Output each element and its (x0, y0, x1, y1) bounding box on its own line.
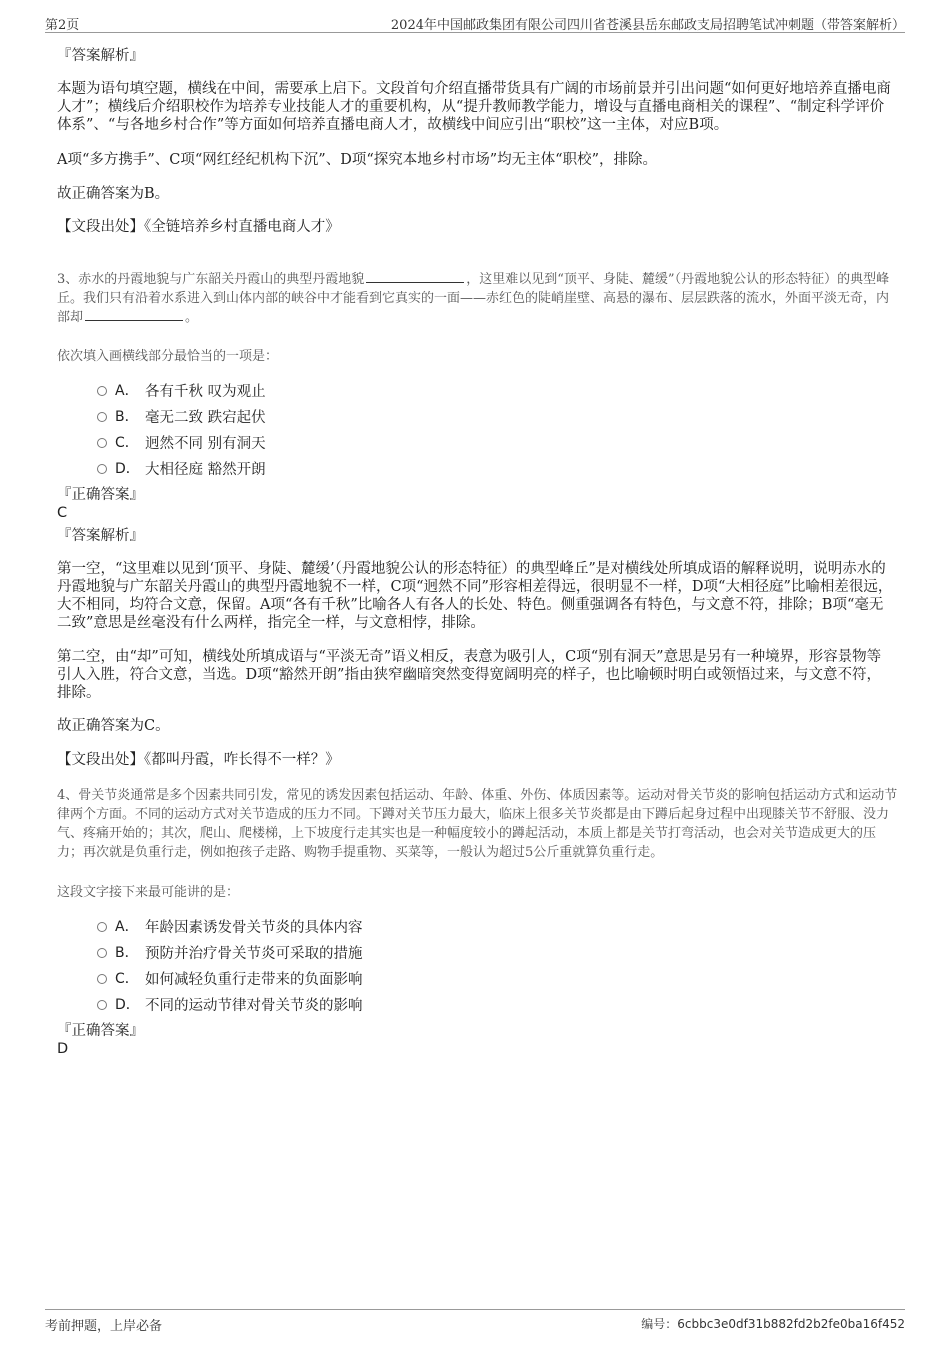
radio-button[interactable] (97, 464, 107, 474)
document-code: 编号：6cbbc3e0df31b882fd2b2fe0ba16f452 (641, 1317, 905, 1331)
analysis-paragraph: 第二空，由“却”可知，横线处所填成语与“平淡无奇”语义相反，表意为吸引人，C项“别有洞天”意思是另有一种境界，形容景物等引人入胜，符合文意，当选。D项“豁然开朗”指由狭窄幽暗突然变得宽阔明亮的样子，也比喻顿时明白或领悟过来，与文意不符，排除。 (57, 649, 882, 701)
radio-button[interactable] (97, 412, 107, 422)
analysis-paragraph: 第一空，“这里难以见到‘顶平、身陡、麓缓’（丹霞地貌公认的形态特征）的典型峰丘”是对横线处所填成语的解释说明，说明赤水的丹霞地貌与广东韶关丹霞山的典型丹霞地貌不一样，C项“迥然不同”形容相差得远，很明显不一样，D项“大相径庭”比喻相差很远，大不相同，均符合文意，保留。A项“各有千秋”比喻各人有各人的长处、特色。侧重强调各有特色，与文意不符，排除；B项“毫无二致”意思是丝毫没有什么两样，指完全一样，与文意相悖，排除。 (57, 561, 893, 631)
footer-slogan: 考前押题，上岸必备 (45, 1319, 163, 1334)
analysis-paragraph: 本题为语句填空题，横线在中间，需要承上启下。文段首句介绍直播带货具有广阔的市场前景并引出问题“如何更好地培养直播电商人才”；横线后介绍职校作为培养专业技能人才的重要机构，从“提升教师教学能力，增设与直播电商相关的课程”、“制定科学评价体系”、“与各地乡村合作”等方面如何培养直播电商人才，故横线中间应引出“职校”这一主体，对应B项。 (57, 81, 891, 133)
source-citation: 【文段出处】《都叫丹霞，咋长得不一样？》 (57, 752, 340, 768)
correct-answer-label: 『正确答案』 (57, 487, 144, 503)
correct-answer: D (57, 1041, 69, 1057)
page-header (45, 12, 905, 33)
radio-button[interactable] (97, 386, 107, 396)
question-3-text: 3、赤水的丹霞地貌与广东韶关丹霞山的典型丹霞地貌 ，这里难以见到“顶平、身陡、麓缓”（丹霞地貌公认的形态特征）的典型峰丘。我们只有沿着水系进入到山体内部的峡谷中才能看到它真实的一面——赤红色的陡峭崖壁、高悬的瀑布、层层跌落的流水，外面平淡无奇，内部却 。 (57, 272, 890, 325)
blank-line (366, 270, 464, 283)
page-footer (45, 1309, 905, 1332)
question-4-text: 4、骨关节炎通常是多个因素共同引发，常见的诱发因素包括运动、年龄、体重、外伤、体质因素等。运动对骨关节炎的影响包括运动方式和运动节律两个方面。不同的运动方式对关节造成的压力不同。下蹲对关节压力最大，临床上很多关节炎都是由下蹲后起身过程中出现膝关节不舒服、没力气、疼痛开始的；其次，爬山、爬楼梯，上下坡度行走其实也是一种幅度较小的蹲起活动，本质上都是关节打弯活动，也会对关节造成更大的压力；再次就是负重行走，例如抱孩子走路、购物手提重物、买菜等，一般认为超过5公斤重就算负重行走。 (57, 788, 898, 860)
page-number: 第2页 (45, 18, 80, 33)
question-prompt: 这段文字接下来最可能讲的是： (57, 885, 240, 900)
source-citation: 【文段出处】《全链培养乡村直播电商人才》 (57, 219, 340, 235)
radio-button[interactable] (97, 922, 107, 932)
radio-button[interactable] (97, 948, 107, 958)
conclusion-paragraph: 故正确答案为C。 (57, 718, 170, 734)
analysis-paragraph: A项“多方携手”、C项“网红经纪机构下沉”、D项“探究本地乡村市场”均无主体“职校”，排除。 (57, 152, 657, 168)
radio-button[interactable] (97, 1000, 107, 1010)
correct-answer: C (57, 505, 68, 521)
analysis-label: 『答案解析』 (57, 528, 144, 544)
conclusion-paragraph: 故正确答案为B。 (57, 186, 170, 202)
radio-button[interactable] (97, 438, 107, 448)
analysis-label: 『答案解析』 (57, 48, 144, 64)
document-title: 2024年中国邮政集团有限公司四川省苍溪县岳东邮政支局招聘笔试冲刺题（带答案解析） (390, 18, 905, 33)
radio-button[interactable] (97, 974, 107, 984)
correct-answer-label: 『正确答案』 (57, 1023, 144, 1039)
blank-line (85, 308, 183, 321)
question-prompt: 依次填入画横线部分最恰当的一项是： (57, 349, 279, 364)
